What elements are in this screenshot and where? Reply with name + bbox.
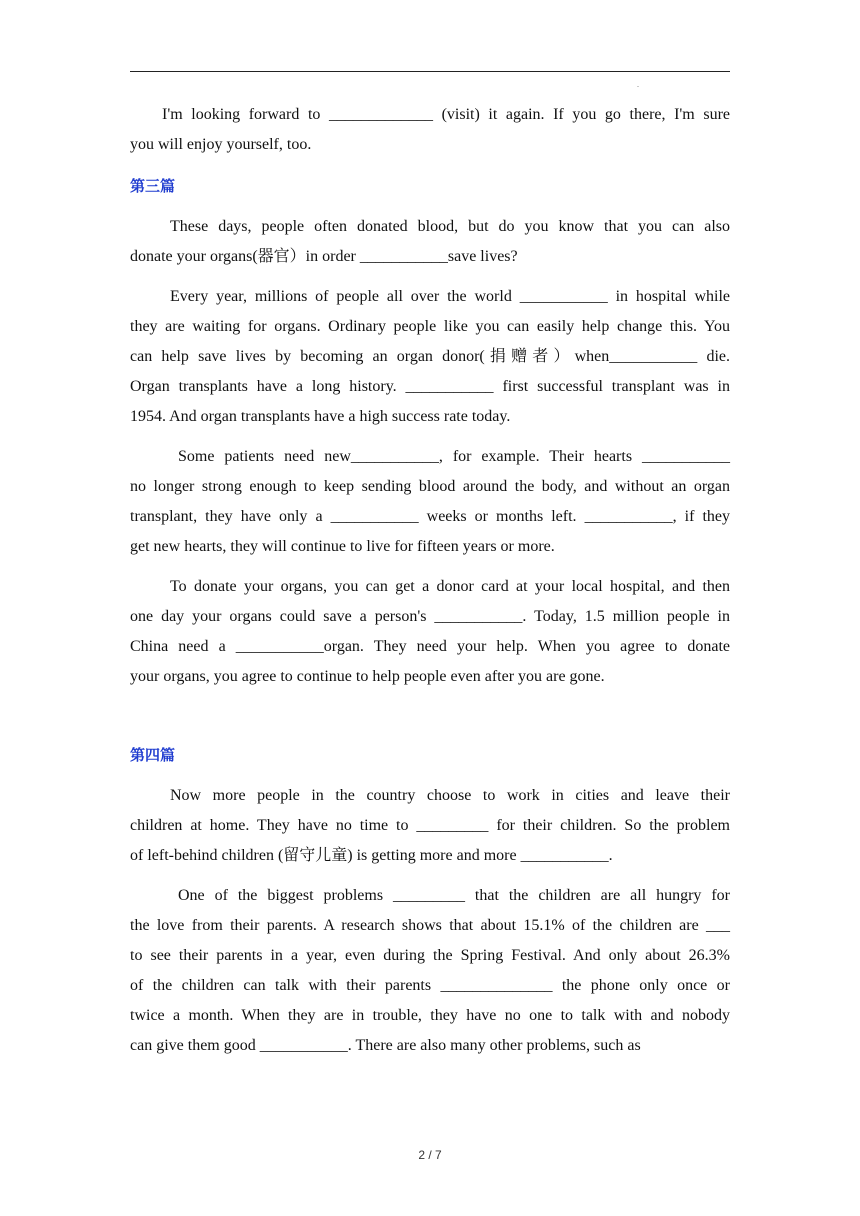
spacer	[130, 692, 730, 740]
text-line: 1954. And organ transplants have a high success rate today.	[130, 408, 511, 425]
paragraph	[130, 881, 730, 1061]
text-line: your organs, you agree to continue to help people even after you are gone.	[130, 668, 605, 685]
header-rule	[130, 71, 730, 72]
spacer	[130, 562, 730, 572]
text-line: China need a ___________organ. They need your help. When you agree to donate	[130, 638, 730, 655]
paragraph	[130, 442, 730, 562]
text-line: they are waiting for organs. Ordinary people like you can easily help change this. You	[130, 318, 730, 335]
text-line: of left-behind children (留守儿童) is getting more and more ___________.	[130, 847, 613, 864]
paragraph	[130, 282, 730, 432]
section-heading: 第三篇	[130, 177, 176, 195]
text-line: no longer strong enough to keep sending blood around the body, and without an organ	[130, 478, 730, 495]
text-line: Now more people in the country choose to work in cities and leave their	[170, 787, 730, 804]
text-line: donate your organs(器官）in order ___________save lives?	[130, 248, 518, 265]
document-body	[130, 100, 730, 1061]
text-line: One of the biggest problems _________ that the children are all hungry for	[178, 887, 730, 904]
spacer	[130, 160, 730, 171]
paragraph	[130, 212, 730, 272]
spacer	[130, 201, 730, 212]
text-line: of the children can talk with their parents ______________ the phone only once or	[130, 977, 730, 994]
text-line: you will enjoy yourself, too.	[130, 136, 312, 153]
text-line: transplant, they have only a ___________ weeks or months left. ___________, if they	[130, 508, 730, 525]
text-line: get new hearts, they will continue to live for fifteen years or more.	[130, 538, 555, 555]
text-line: Some patients need new___________, for example. Their hearts ___________	[178, 448, 730, 465]
text-line: Every year, millions of people all over the world ___________ in hospital while	[170, 288, 730, 305]
text-line: Organ transplants have a long history. ___________ first successful transplant was in	[130, 378, 730, 395]
text-line: to see their parents in a year, even during the Spring Festival. And only about 26.3%	[130, 947, 730, 964]
paragraph	[130, 572, 730, 692]
spacer	[130, 770, 730, 781]
text-line: one day your organs could save a person's ___________. Today, 1.5 million people in	[130, 608, 730, 625]
text-line: I'm looking forward to _____________ (visit) it again. If you go there, I'm sure	[162, 106, 730, 123]
paragraph	[130, 781, 730, 871]
page-number: 2 / 7	[418, 1148, 442, 1162]
text-line: children at home. They have no time to _________ for their children. So the problem	[130, 817, 730, 834]
text-line: can help save lives by becoming an organ donor(捐赠者）when___________ die.	[130, 348, 730, 365]
paragraph	[130, 100, 730, 160]
text-line: These days, people often donated blood, but do you know that you can also	[170, 218, 730, 235]
spacer	[130, 272, 730, 282]
text-line: twice a month. When they are in trouble, they have no one to talk with and nobody	[130, 1007, 730, 1024]
header-dot: .	[637, 80, 639, 89]
section-heading: 第四篇	[130, 746, 176, 764]
text-line: can give them good ___________. There are also many other problems, such as	[130, 1037, 641, 1054]
text-line: the love from their parents. A research shows that about 15.1% of the children are ___	[130, 917, 730, 934]
text-line: To donate your organs, you can get a donor card at your local hospital, and then	[170, 578, 730, 595]
spacer	[130, 871, 730, 881]
spacer	[130, 432, 730, 442]
